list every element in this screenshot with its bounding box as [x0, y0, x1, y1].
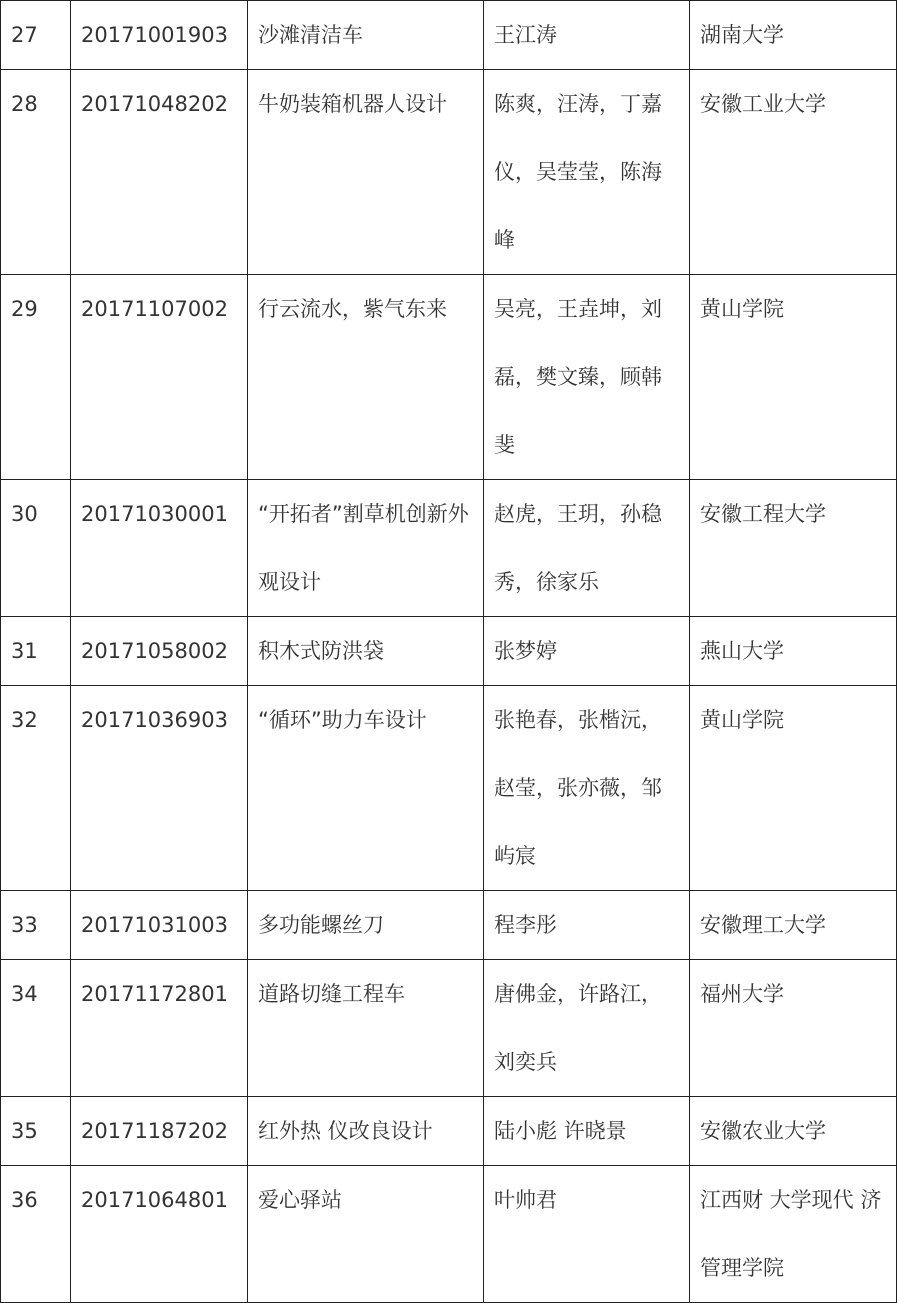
- cell-project-title: “开拓者”割草机创新外观设计: [248, 480, 484, 617]
- cell-project-code: 20171001903: [71, 1, 248, 70]
- table-row: [1, 891, 897, 960]
- cell-project-title: 行云流水，紫气东来: [248, 275, 484, 480]
- cell-project-code: 20171048202: [71, 70, 248, 275]
- table-row: [1, 1166, 897, 1303]
- cell-project-title: 积木式防洪袋: [248, 617, 484, 686]
- cell-members: 吴亮，王垚坤，刘磊，樊文臻，顾韩斐: [484, 275, 690, 480]
- cell-number: 28: [1, 70, 71, 275]
- cell-members: 程李彤: [484, 891, 690, 960]
- cell-members: 张梦婷: [484, 617, 690, 686]
- table-row: [1, 960, 897, 1097]
- cell-school: 安徽理工大学: [690, 891, 897, 960]
- cell-school: 江西财 大学现代 济管理学院: [690, 1166, 897, 1303]
- cell-project-title: 多功能螺丝刀: [248, 891, 484, 960]
- cell-project-code: 20171107002: [71, 275, 248, 480]
- cell-number: 35: [1, 1097, 71, 1166]
- table-row: [1, 1, 897, 70]
- cell-number: 34: [1, 960, 71, 1097]
- cell-school: 燕山大学: [690, 617, 897, 686]
- cell-number: 33: [1, 891, 71, 960]
- table-row: [1, 480, 897, 617]
- cell-members: 王江涛: [484, 1, 690, 70]
- cell-project-code: 20171058002: [71, 617, 248, 686]
- table-row: [1, 1097, 897, 1166]
- cell-school: 黄山学院: [690, 686, 897, 891]
- cell-project-code: 20171031003: [71, 891, 248, 960]
- table-row: [1, 275, 897, 480]
- cell-number: 29: [1, 275, 71, 480]
- cell-school: 福州大学: [690, 960, 897, 1097]
- table-row: [1, 686, 897, 891]
- cell-members: 叶帅君: [484, 1166, 690, 1303]
- cell-project-code: 20171030001: [71, 480, 248, 617]
- cell-project-title: 沙滩清洁车: [248, 1, 484, 70]
- table-row: [1, 617, 897, 686]
- cell-members: 赵虎，王玥，孙稳秀，徐家乐: [484, 480, 690, 617]
- cell-school: 湖南大学: [690, 1, 897, 70]
- cell-project-title: 爱心驿站: [248, 1166, 484, 1303]
- cell-project-code: 20171064801: [71, 1166, 248, 1303]
- cell-members: 陆小彪 许晓景: [484, 1097, 690, 1166]
- cell-number: 36: [1, 1166, 71, 1303]
- cell-school: 安徽农业大学: [690, 1097, 897, 1166]
- cell-number: 32: [1, 686, 71, 891]
- cell-project-title: 牛奶装箱机器人设计: [248, 70, 484, 275]
- cell-school: 安徽工业大学: [690, 70, 897, 275]
- cell-project-title: “循环”助力车设计: [248, 686, 484, 891]
- cell-project-code: 20171036903: [71, 686, 248, 891]
- cell-members: 张艳春，张楷沅，赵莹，张亦薇，邹屿宸: [484, 686, 690, 891]
- cell-project-title: 道路切缝工程车: [248, 960, 484, 1097]
- cell-project-code: 20171172801: [71, 960, 248, 1097]
- cell-members: 唐佛金，许路江，刘奕兵: [484, 960, 690, 1097]
- cell-number: 27: [1, 1, 71, 70]
- table-row: [1, 70, 897, 275]
- cell-project-code: 20171187202: [71, 1097, 248, 1166]
- cell-members: 陈爽，汪涛，丁嘉仪，吴莹莹，陈海峰: [484, 70, 690, 275]
- cell-project-title: 红外热 仪改良设计: [248, 1097, 484, 1166]
- cell-school: 安徽工程大学: [690, 480, 897, 617]
- cell-number: 30: [1, 480, 71, 617]
- cell-school: 黄山学院: [690, 275, 897, 480]
- cell-number: 31: [1, 617, 71, 686]
